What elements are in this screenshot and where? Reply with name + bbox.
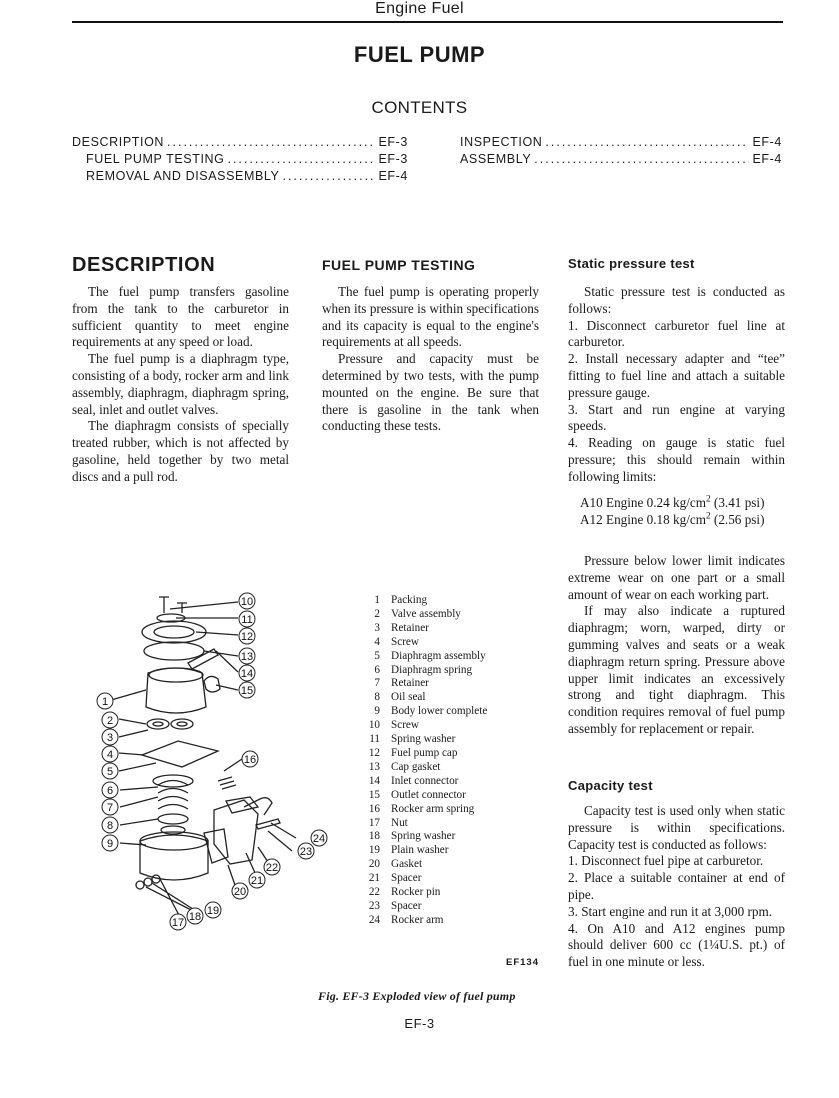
toc-entry[interactable] (72, 151, 408, 168)
svg-text:3: 3 (106, 732, 114, 744)
legend-item (360, 761, 487, 775)
procedure-step: 3. Start engine and run it at 3,000 rpm. (568, 903, 773, 919)
callout-10 (239, 593, 255, 609)
svg-text:11: 11 (241, 614, 253, 626)
part-number: 12 (368, 746, 380, 759)
paragraph: Pressure below lower limit indicates extreme wear on one part or a small amount of wear on each working part. (568, 553, 785, 602)
callout-24 (311, 830, 327, 846)
toc-label: DESCRIPTION (72, 135, 165, 149)
callout-9 (102, 835, 118, 851)
callout-11 (239, 611, 255, 627)
part-number: 16 (368, 802, 380, 815)
toc-page: EF-3 (378, 152, 408, 166)
part-number: 11 (369, 733, 380, 746)
procedure-step: 1. Disconnect fuel pipe at carburetor. (568, 853, 764, 869)
svg-text:18: 18 (188, 911, 202, 923)
toc-label: ASSEMBLY (460, 152, 532, 166)
legend-item (360, 858, 487, 872)
part-number: 3 (374, 621, 380, 634)
paragraph: The fuel pump transfers gasoline from the tank to the carburetor in sufficient quantity to meet engine requirements at any speed or load. (72, 284, 289, 350)
procedure-step: 2. Place a suitable container at end of pipe. (568, 870, 785, 902)
svg-text:9: 9 (106, 838, 114, 850)
svg-text:16: 16 (243, 754, 257, 766)
callout-13 (239, 648, 255, 664)
part-number: 20 (368, 858, 380, 871)
part-name: Diaphragm spring (391, 663, 473, 676)
part-name: Screw (391, 719, 419, 732)
part-number: 14 (368, 774, 380, 787)
legend-item (360, 719, 487, 733)
legend-item (360, 677, 487, 691)
part-number: 10 (368, 719, 380, 732)
pressure-limit-a12 (580, 511, 764, 528)
capacity-test-heading: Capacity test (568, 778, 653, 793)
part-number: 21 (368, 872, 380, 885)
svg-text:22: 22 (265, 862, 279, 874)
limit-psi: (3.41 psi) (710, 495, 765, 510)
svg-text:5: 5 (106, 766, 114, 778)
legend-item (360, 622, 487, 636)
svg-text:13: 13 (240, 651, 254, 663)
svg-text:12: 12 (240, 631, 254, 643)
svg-text:6: 6 (106, 785, 114, 797)
toc-right-column (460, 134, 782, 168)
callout-7 (102, 799, 118, 815)
part-number: 9 (374, 705, 380, 718)
callout-3 (102, 729, 118, 745)
toc-label: REMOVAL AND DISASSEMBLY (86, 169, 280, 183)
header-rule (72, 21, 783, 23)
callout-21 (249, 872, 265, 888)
legend-item (360, 914, 487, 928)
part-number: 24 (368, 913, 380, 926)
svg-text:7: 7 (106, 802, 114, 814)
toc-page: EF-4 (752, 152, 782, 166)
svg-text:21: 21 (250, 875, 264, 887)
toc-page: EF-4 (752, 135, 782, 149)
callout-4 (102, 746, 118, 762)
callout-1 (97, 693, 113, 709)
part-number: 7 (374, 677, 380, 690)
toc-entry[interactable] (460, 134, 782, 151)
part-name: Packing (391, 594, 428, 606)
contents-heading: CONTENTS (371, 98, 468, 117)
callout-12 (239, 628, 255, 644)
pressure-limit-a10 (580, 494, 764, 511)
svg-text:1: 1 (101, 696, 109, 708)
callout-19 (205, 902, 221, 918)
static-pressure-test-body (568, 284, 785, 486)
pressure-limits (580, 494, 764, 528)
toc-left-column (72, 134, 408, 185)
callout-5 (102, 763, 118, 779)
toc-page: EF-3 (378, 135, 408, 149)
legend-item (360, 844, 487, 858)
figure-code: EF134 (506, 957, 539, 968)
legend-item (360, 747, 487, 761)
pressure-notes (568, 553, 785, 738)
procedure-step: 1. Disconnect carburetor fuel line at carburetor. (568, 317, 785, 350)
toc-entry[interactable] (72, 168, 408, 185)
paragraph: Pressure and capacity must be determined by two tests, with the pump mounted on the engine. Be sure that there is gasoline in the tank when conducting these tests. (322, 351, 539, 434)
callout-6 (102, 782, 118, 798)
toc-entry[interactable] (72, 134, 408, 151)
limit-engine: A12 Engine 0.18 kg/cm (580, 512, 706, 527)
part-name: Retainer (391, 677, 429, 690)
capacity-test-body (568, 803, 785, 971)
legend-item (360, 650, 487, 664)
part-name: Spring washer (391, 733, 456, 746)
legend-item (360, 872, 487, 886)
svg-text:2: 2 (106, 715, 114, 727)
toc-entry[interactable] (460, 151, 782, 168)
part-number: 15 (368, 788, 380, 801)
part-number: 13 (368, 760, 380, 773)
part-number: 5 (374, 649, 380, 662)
callout-2 (102, 712, 118, 728)
part-name: Spacer (391, 899, 422, 912)
paragraph: The diaphragm consists of specially treated rubber, which is not affected by gasoline, held together by two metal discs and a pull rod. (72, 418, 289, 484)
toc-leader (279, 168, 374, 185)
part-name: Plain washer (391, 844, 449, 857)
legend-item (360, 691, 487, 705)
limit-superscript: 2 (706, 510, 711, 521)
part-number: 19 (368, 844, 380, 857)
part-name: Spacer (391, 872, 422, 885)
part-number: 8 (374, 691, 380, 704)
running-header: Engine Fuel (375, 0, 464, 17)
part-name: Rocker pin (391, 886, 441, 899)
part-number: 2 (374, 607, 380, 620)
callout-18 (187, 908, 203, 924)
part-number: 23 (368, 899, 380, 912)
description-heading: DESCRIPTION (72, 254, 216, 276)
part-name: Diaphragm assembly (391, 649, 486, 662)
legend-item (360, 608, 487, 622)
callout-15 (239, 682, 255, 698)
svg-text:8: 8 (106, 820, 114, 832)
exploded-view-diagram (96, 585, 341, 940)
paragraph: Static pressure test is conducted as follows: (568, 284, 785, 316)
legend-item (360, 705, 487, 719)
part-number: 1 (374, 594, 380, 606)
legend-item (360, 636, 487, 650)
procedure-step: 3. Start and run engine at varying speeds. (568, 401, 785, 434)
callout-22 (264, 859, 280, 875)
description-body (72, 284, 289, 486)
part-name: Body lower complete (391, 705, 488, 718)
toc-leader (542, 134, 748, 151)
svg-text:23: 23 (299, 846, 313, 858)
legend-item (360, 664, 487, 678)
callout-16 (242, 751, 258, 767)
part-name: Nut (391, 816, 408, 829)
part-name: Fuel pump cap (391, 746, 458, 759)
part-number: 6 (374, 663, 380, 676)
svg-text:15: 15 (240, 685, 254, 697)
part-number: 18 (368, 830, 380, 843)
svg-text:17: 17 (171, 917, 185, 929)
part-name: Outlet connector (391, 788, 466, 801)
legend-item (360, 886, 487, 900)
callout-17 (170, 914, 186, 930)
part-name: Gasket (391, 858, 423, 871)
svg-text:14: 14 (240, 668, 254, 680)
procedure-step: 4. Reading on gauge is static fuel pressure; this should remain within following limits: (568, 435, 785, 484)
callout-14 (239, 665, 255, 681)
part-number: 22 (368, 886, 380, 899)
legend-item (360, 900, 487, 914)
legend-item (360, 733, 487, 747)
paragraph: The fuel pump is a diaphragm type, consisting of a body, rocker arm and link assembly, diaphragm, diaphragm spring, seal, inlet and outlet valves. (72, 351, 289, 417)
page-number: EF-3 (404, 1016, 435, 1031)
svg-text:4: 4 (106, 749, 114, 761)
toc-leader (164, 134, 374, 151)
paragraph: Capacity test is used only when static pressure is within specifications. Capacity test is conducted as follows: (568, 803, 785, 852)
figure-caption: Fig. EF-3 Exploded view of fuel pump (318, 989, 516, 1003)
part-name: Screw (391, 635, 419, 648)
part-name: Retainer (391, 621, 429, 634)
procedure-step: 4. On A10 and A12 engines pump should deliver 600 cc (1¼U.S. pt.) of fuel in one minute or less. (568, 920, 785, 970)
paragraph: The fuel pump is operating properly when its pressure is within specifications and its capacity is equal to the engine's requirements at all speeds. (322, 284, 539, 350)
page-title: FUEL PUMP (353, 42, 486, 67)
toc-leader (224, 151, 374, 168)
limit-engine: A10 Engine 0.24 kg/cm (580, 495, 706, 510)
legend-item (360, 803, 487, 817)
part-name: Spring washer (391, 830, 456, 843)
part-number: 17 (368, 816, 380, 829)
parts-legend (360, 594, 487, 928)
procedure-step: 2. Install necessary adapter and “tee” fitting to fuel line and attach a suitable pressure gauge. (568, 351, 785, 400)
legend-item (360, 594, 487, 608)
part-name: Rocker arm (391, 913, 444, 926)
paragraph: If may also indicate a ruptured diaphragm; worn, warped, dirty or gumming valves and seats or a weak diaphragm return spring. Pressure above upper limit indicates an excessively strong and tight diaphragm. This condition requires removal of fuel pump assembly for replacement or repair. (568, 603, 785, 736)
toc-leader (531, 151, 748, 168)
svg-text:20: 20 (233, 886, 247, 898)
callout-23 (298, 843, 314, 859)
part-name: Valve assembly (391, 607, 461, 620)
svg-text:10: 10 (240, 596, 254, 608)
toc-label: INSPECTION (460, 135, 543, 149)
part-number: 4 (374, 635, 380, 648)
fuel-pump-testing-heading: FUEL PUMP TESTING (322, 257, 476, 273)
legend-item (360, 817, 487, 831)
part-name: Inlet connector (391, 774, 459, 787)
static-pressure-test-heading: Static pressure test (568, 256, 695, 271)
svg-text:24: 24 (312, 833, 326, 845)
callout-8 (102, 817, 118, 833)
svg-text:19: 19 (206, 905, 220, 917)
toc-label: FUEL PUMP TESTING (86, 152, 225, 166)
callout-20 (232, 883, 248, 899)
part-name: Oil seal (391, 691, 426, 704)
part-name: Rocker arm spring (391, 802, 475, 815)
limit-psi: (2.56 psi) (710, 512, 765, 527)
legend-item (360, 830, 487, 844)
legend-item (360, 789, 487, 803)
part-name: Cap gasket (391, 760, 441, 773)
fuel-pump-testing-body (322, 284, 539, 435)
toc-page: EF-4 (378, 169, 408, 183)
legend-item (360, 775, 487, 789)
limit-superscript: 2 (706, 493, 711, 504)
